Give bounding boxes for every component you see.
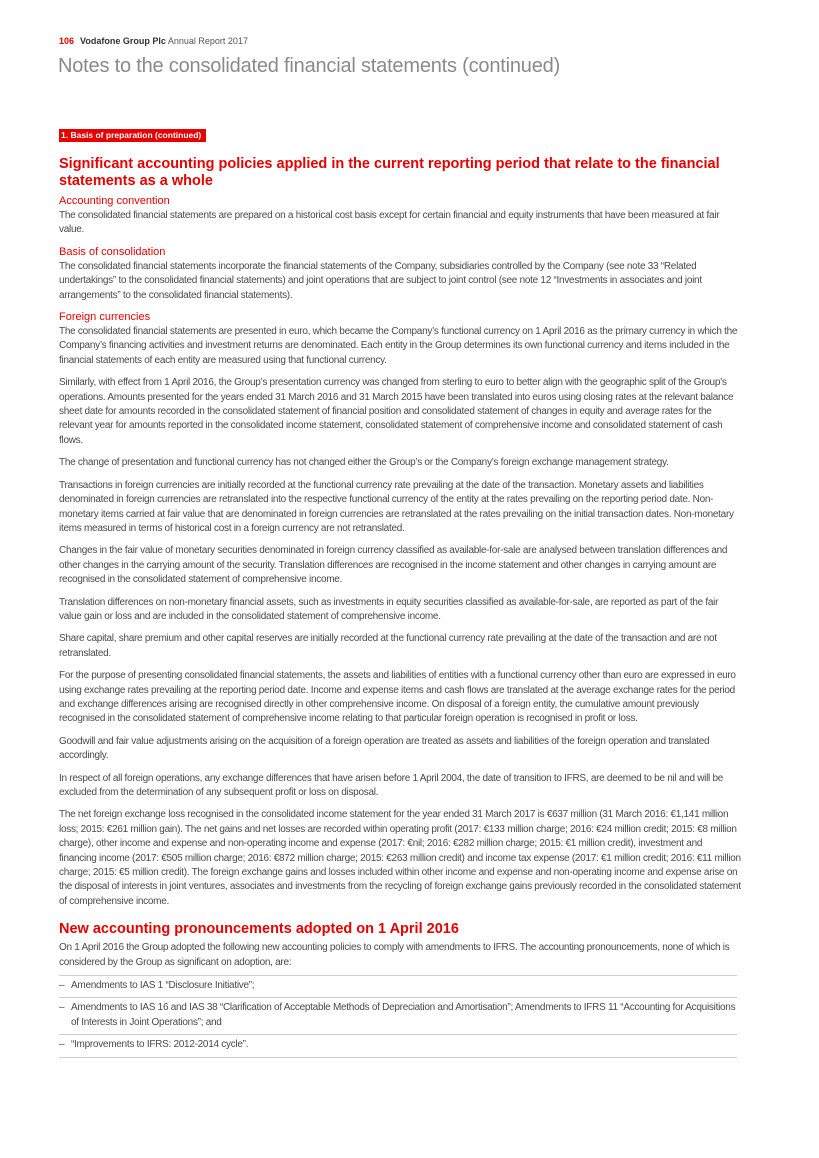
paragraph: Share capital, share premium and other capital reserves are initially recorded at the functional currency rate prevailing at the date of the transaction and are not retranslated. <box>59 633 717 659</box>
block-basis-of-consolidation <box>59 246 741 303</box>
section-heading-new-pronouncements: New accounting pronouncements adopted on 1 April 2016 <box>59 921 459 938</box>
dash-bullet: – <box>59 1002 65 1014</box>
paragraph: The change of presentation and functional currency has not changed either the Group’s or the Company’s foreign exchange management strategy. <box>59 457 669 469</box>
block-accounting-convention <box>59 195 741 238</box>
dash-bullet: – <box>59 1039 65 1051</box>
dash-bullet: – <box>59 980 65 992</box>
paragraph: Goodwill and fair value adjustments arising on the acquisition of a foreign operation are treated as assets and liabilities of the foreign operation and translated accordingly. <box>59 735 710 762</box>
pronouncements-list <box>59 975 737 1058</box>
main-content <box>59 156 741 1058</box>
list-item: – Amendments to IAS 16 and IAS 38 “Clarification of Acceptable Methods of Depreciation and Amortisation”; Amendments to IFRS 11 “Accounting for Acquisitions of Interests in Joint Operations”; and <box>59 998 737 1035</box>
paragraph: For the purpose of presenting consolidated financial statements, the assets and liabilities of entities with a functional currency other than euro are expressed in euro using exchange rates prevailing at the reporting period date. Income and expense items and cash flows are translated at the average exchange rates for the period and exchange differences arising are recognised directly in other comprehensive income. On disposal of a foreign entity, the cumulative amount previously recognised in the consolidated statement of comprehensive income relating to that particular foreign operation is recognised in profit or loss. <box>59 670 736 725</box>
report-name: Annual Report 2017 <box>167 36 248 46</box>
running-header <box>59 36 248 46</box>
subheading: Accounting convention <box>59 195 170 207</box>
paragraph: The net foreign exchange loss recognised in the consolidated income statement for the year ended 31 March 2017 is €637 million (31 March 2016: €1,141 million loss; 2015: €261 million gain). The net gains and net losses are recorded within operating profit (2017: €133 million charge; 2016: €24 million credit; 2015: €8 million charge), other income and expense and non-operating income and expense (2017: €nil; 2016: €282 million charge; 2015: €1 million credit), investment and financing income (2017: €505 million charge; 2016: €872 million charge; 2015: €263 million credit) and income tax expense (2017: €1 million credit; 2016: €11 million charge; 2015: €5 million credit). The foreign exchange gains and losses included within other income and expense and non-operating income and expense arise on the disposal of interests in joint ventures, associates and investments from the recycling of foreign exchange gains previously recorded in the consolidated statement of comprehensive income. <box>59 809 741 907</box>
paragraph: The consolidated financial statements incorporate the financial statements of the Company, subsidiaries controlled by the Company (see note 33 “Related undertakings” to the consolidated financial statements) and joint operations that are subject to joint control (see note 12 “Investments in associates and joint arrangements” to the consolidated financial statements). <box>59 260 702 301</box>
page-title: Notes to the consolidated financial statements (continued) <box>58 55 561 77</box>
company-name: Vodafone Group Plc <box>80 36 166 46</box>
paragraph: Similarly, with effect from 1 April 2016, the Group’s presentation currency was changed from sterling to euro to better align with the geographic split of the Group’s operations. Amounts presented for the years ended 31 March 2016 and 31 March 2015 have been translated into euros using closing rates at the relevant balance sheet date for amounts recorded in the consolidated statement of financial position and consolidated statement of changes in equity and average rates for the relevant year for amounts reported in the consolidated income statement, consolidated statement of comprehensive income and consolidated statement of cash flows. <box>59 377 734 446</box>
paragraph: The consolidated financial statements are presented in euro, which became the Company’s functional currency on 1 April 2016 as the primary currency in which the Company’s financing activities and investment returns are denominated. Each entity in the Group determines its own functional currency and items included in the financial statements of each entity are measured using that functional currency. <box>59 326 738 366</box>
page-number: 106 <box>59 36 75 46</box>
paragraph: Changes in the fair value of monetary securities denominated in foreign currency classified as available-for-sale are analysed between translation differences and other changes in the carrying amount of the security. Translation differences are recognised in the income statement and other changes in carrying amount are recognised in the consolidated statement of comprehensive income. <box>59 545 728 586</box>
paragraph: On 1 April 2016 the Group adopted the following new accounting policies to comply with amendments to IFRS. The accounting pronouncements, none of which is considered by the Group as significant on adoption, are: <box>59 942 730 968</box>
paragraph: Transactions in foreign currencies are initially recorded at the functional currency rate prevailing at the date of the transaction. Monetary assets and liabilities denominated in foreign currencies are retranslated into the respective functional currency of the entity at the rates prevailing on the reporting period date. Non-monetary items carried at fair value that are denominated in foreign currencies are retranslated at the rates prevailing on the initial transaction dates. Non-monetary items measured in terms of historical cost in a foreign currency are not retranslated. <box>59 479 734 534</box>
paragraph: Translation differences on non-monetary financial assets, such as investments in equity securities classified as available-for-sale, are reported as part of the fair value gain or loss and are included in the consolidated statement of comprehensive income. <box>59 596 719 622</box>
block-foreign-currencies <box>59 311 741 368</box>
paragraph: The consolidated financial statements are prepared on a historical cost basis except for certain financial and equity instruments that have been measured at fair value. <box>59 210 720 236</box>
section-tag: 1. Basis of preparation (continued) <box>59 129 206 142</box>
list-item: – Amendments to IAS 1 “Disclosure Initiative”; <box>59 975 737 998</box>
paragraph: In respect of all foreign operations, any exchange differences that have arisen before 1 April 2004, the date of transition to IFRS, are deemed to be nil and will be excluded from the determination of any subsequent profit or loss on disposal. <box>59 772 724 798</box>
subheading: Basis of consolidation <box>59 245 166 258</box>
section-heading-accounting-policies: Significant accounting policies applied in the current reporting period that relate to the financial statements as a whole <box>59 156 720 189</box>
subheading: Foreign currencies <box>59 311 151 324</box>
list-item: – “Improvements to IFRS: 2012-2014 cycle”. <box>59 1035 737 1057</box>
